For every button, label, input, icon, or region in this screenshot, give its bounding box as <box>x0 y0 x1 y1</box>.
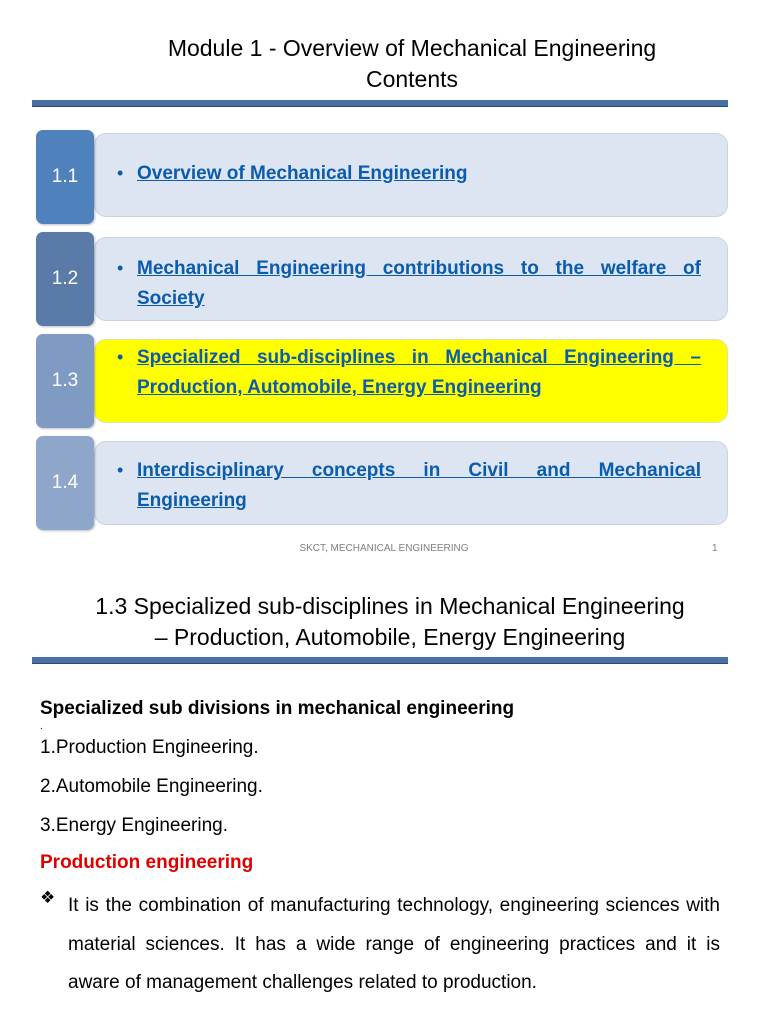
bullet-icon: • <box>117 347 124 367</box>
contents-row-1-1 <box>36 130 728 224</box>
contents-link-sub-disciplines[interactable]: Specialized sub-disciplines in Mechanical Engineering – Production, Automobile, Energy Engineering <box>137 347 701 398</box>
slide1-title-line1: Module 1 - Overview of Mechanical Engineering <box>167 35 657 61</box>
diamond-bullet-icon: ❖ <box>40 888 56 907</box>
list-item: 3.Energy Engineering. <box>40 815 229 836</box>
contents-item-box <box>94 237 728 321</box>
contents-item-box <box>94 441 728 525</box>
contents-item-box <box>94 133 728 217</box>
slide1-title <box>40 33 768 95</box>
subheading: Specialized sub divisions in mechanical engineering <box>40 698 515 719</box>
contents-row-1-3 <box>36 334 728 428</box>
slide-footer: SKCT, MECHANICAL ENGINEERING <box>299 543 469 554</box>
section-number-tab: 1.4 <box>36 436 94 530</box>
section-number-tab: 1.3 <box>36 334 94 428</box>
title-divider <box>32 657 728 664</box>
contents-link-interdisciplinary[interactable]: Interdisciplinary concepts in Civil and Mechanical Engineering <box>137 460 701 511</box>
slide2-title <box>20 591 760 653</box>
stray-dot: . <box>40 721 43 732</box>
section-number-tab: 1.1 <box>36 130 94 224</box>
bullet-icon: • <box>117 460 124 480</box>
list-item: 1.Production Engineering. <box>40 737 259 758</box>
section-heading: Production engineering <box>40 852 254 873</box>
contents-row-1-4 <box>36 436 728 530</box>
slide-page-number: 1 <box>712 543 718 554</box>
list-item: 2.Automobile Engineering. <box>40 776 263 797</box>
contents-link-overview[interactable]: Overview of Mechanical Engineering <box>137 163 468 184</box>
slide2-title-line1: 1.3 Specialized sub-disciplines in Mechanical Engineering <box>95 593 685 619</box>
bullet-icon: • <box>117 258 124 278</box>
contents-row-1-2 <box>36 232 728 326</box>
slide1-title-line2: Contents <box>365 66 459 92</box>
bullet-paragraph <box>40 887 720 1003</box>
contents-link-welfare[interactable]: Mechanical Engineering contributions to the welfare of Society <box>137 258 701 309</box>
contents-item-box-highlighted <box>94 339 728 423</box>
title-divider <box>32 100 728 107</box>
bullet-icon: • <box>117 163 124 183</box>
paragraph-text: It is the combination of manufacturing technology, engineering sciences with material sciences. It has a wide range of engineering practices and it is aware of management challenges related to production. <box>68 895 720 993</box>
slide2-title-line2: – Production, Automobile, Energy Engineering <box>154 624 626 650</box>
section-number-tab: 1.2 <box>36 232 94 326</box>
